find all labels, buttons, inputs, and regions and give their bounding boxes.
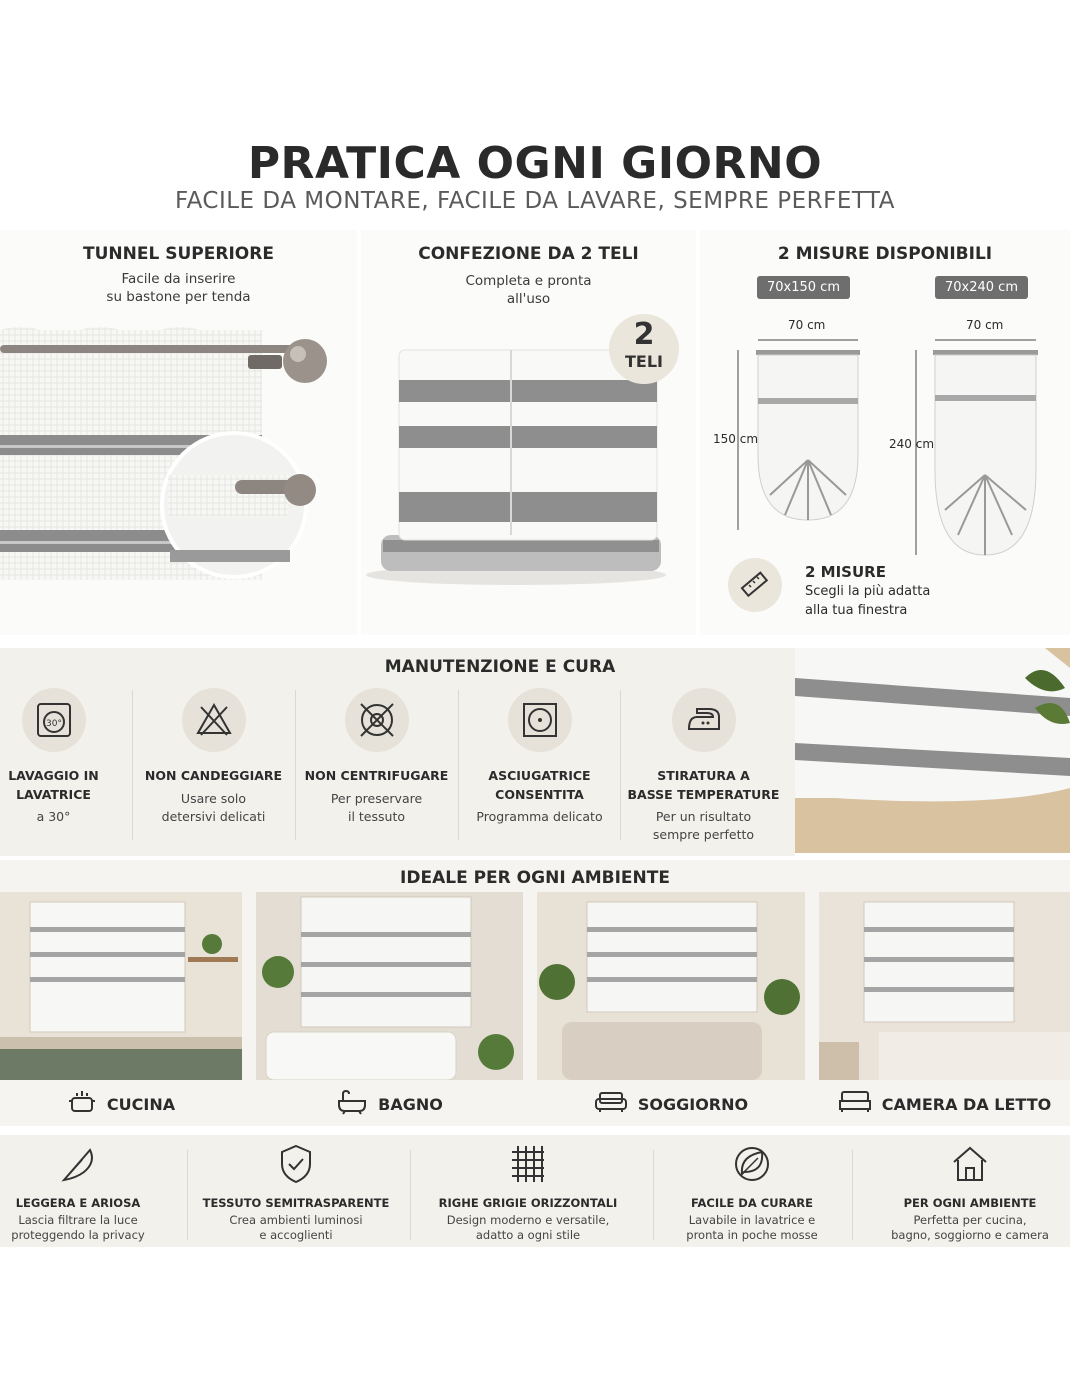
care-item-dryer (458, 688, 621, 848)
height-label-small: 150 cm (713, 432, 759, 446)
feature-every-room-head: PER OGNI AMBIENTE (903, 1196, 1037, 1210)
feature-light-line1: Lascia filtrare la luce (18, 1213, 138, 1227)
feature-stripes-head: RIGHE GRIGIE ORIZZONTALI (438, 1196, 618, 1210)
care-item-iron (622, 688, 785, 848)
care-wash-head1: LAVAGGIO IN (8, 768, 99, 783)
sizes-note-line2: alla tua finestra (805, 603, 908, 618)
panel-sizes (700, 230, 1070, 635)
shield-check-icon (196, 1142, 396, 1190)
feature-semitransparent-head: TESSUTO SEMITRASPARENTE (202, 1196, 390, 1210)
care-wash-text1: a 30° (36, 809, 71, 824)
feature-easy-care-head: FACILE DA CURARE (690, 1196, 814, 1210)
feature-easy-care-line2: pronta in poche mosse (686, 1228, 818, 1242)
feature-easy-care-line1: Lavabile in lavatrice e (688, 1213, 816, 1227)
room-label-bedroom (819, 1090, 1070, 1118)
room-label-bathroom (256, 1090, 523, 1118)
care-item-bleach (132, 688, 295, 848)
feature-light (0, 1142, 156, 1242)
panel-pack (361, 230, 696, 635)
feature-light-head: LEGGERA E ARIOSA (15, 1196, 141, 1210)
care-dryer-text1: Programma delicato (476, 809, 603, 824)
room-label-living-text: SOGGIORNO (637, 1094, 749, 1114)
no-spin-icon (345, 688, 409, 752)
care-iron-text2: sempre perfetto (652, 827, 755, 842)
wash-temp-label: 30° (45, 719, 62, 729)
care-divider (620, 690, 621, 840)
care-bleach-text2: detersivi delicati (161, 809, 266, 824)
fabric-closeup-photo (795, 648, 1070, 853)
leaf-icon (662, 1142, 842, 1190)
pot-icon (67, 1089, 97, 1119)
tumble-dryer-icon (508, 688, 572, 752)
panel-tunnel (0, 230, 357, 635)
width-label-small: 70 cm (788, 318, 826, 332)
height-label-large: 240 cm (889, 437, 935, 451)
care-item-wash (0, 688, 135, 848)
care-bleach-text1: Usare solo (180, 791, 247, 806)
room-label-bedroom-text: CAMERA DA LETTO (881, 1094, 1052, 1114)
feature-divider (410, 1150, 411, 1240)
size-badge-large: 70x240 cm (935, 276, 1028, 299)
feature-semitransparent-line1: Crea ambienti luminosi (229, 1213, 363, 1227)
care-spin-text1: Per preservare (330, 791, 423, 806)
width-label-large: 70 cm (966, 318, 1004, 332)
grid-icon (418, 1142, 638, 1190)
panel-pack-title: CONFEZIONE DA 2 TELI (418, 244, 639, 264)
feature-stripes-line2: adatto a ogni stile (475, 1228, 581, 1242)
sofa-icon (594, 1090, 628, 1118)
kitchen-photo (0, 892, 242, 1080)
feature-semitransparent-line2: e accoglienti (259, 1228, 333, 1242)
feather-icon (0, 1142, 156, 1190)
feature-stripes-line1: Design moderno e versatile, (446, 1213, 610, 1227)
home-icon (870, 1142, 1070, 1190)
living-room-photo (537, 892, 805, 1080)
room-label-kitchen-text: CUCINA (106, 1094, 176, 1114)
room-label-living (537, 1090, 805, 1118)
panel-pack-line1: Completa e pronta (465, 273, 592, 289)
bed-icon (838, 1090, 872, 1118)
care-spin-head1: NON CENTRIFUGARE (304, 768, 449, 783)
pack-badge-word: TELI (625, 352, 663, 371)
washing-machine-30-icon (22, 688, 86, 752)
room-label-bathroom-text: BAGNO (378, 1094, 443, 1114)
sizes-note-line1: Scegli la più adatta (805, 584, 931, 599)
ruler-icon (728, 558, 782, 612)
care-spin-text2: il tessuto (347, 809, 405, 824)
feature-divider (653, 1150, 654, 1240)
curtain-rod-photo (0, 230, 357, 635)
care-dryer-head2: CONSENTITA (495, 787, 584, 802)
pack-badge-number: 2 (633, 317, 655, 352)
care-item-spin (295, 688, 458, 848)
iron-low-icon (672, 688, 736, 752)
folded-curtains-photo (361, 230, 696, 635)
no-bleach-icon (182, 688, 246, 752)
feature-light-line2: proteggendo la privacy (11, 1228, 145, 1242)
panel-sizes-title: 2 MISURE DISPONIBILI (777, 244, 993, 264)
feature-stripes (418, 1142, 638, 1242)
room-label-kitchen (0, 1090, 242, 1118)
page-subtitle: FACILE DA MONTARE, FACILE DA LAVARE, SEMPRE PERFETTA (174, 188, 896, 214)
page-title: PRATICA OGNI GIORNO (247, 138, 823, 189)
panel-tunnel-line1: Facile da inserire (121, 271, 236, 287)
size-badge-small: 70x150 cm (757, 276, 850, 299)
feature-every-room-line2: bagno, soggiorno e camera (891, 1228, 1049, 1242)
bathtub-icon (336, 1089, 368, 1119)
feature-divider (187, 1150, 188, 1240)
bathroom-photo (256, 892, 523, 1080)
care-title: MANUTENZIONE E CURA (384, 657, 616, 677)
feature-easy-care (662, 1142, 842, 1242)
care-iron-text1: Per un risultato (655, 809, 752, 824)
feature-every-room (870, 1142, 1070, 1242)
care-wash-head2: LAVATRICE (16, 787, 91, 802)
care-iron-head1: STIRATURA A (657, 768, 750, 783)
panel-pack-line2: all'uso (506, 291, 551, 307)
care-bleach-head1: NON CANDEGGIARE (144, 768, 283, 783)
feature-divider (852, 1150, 853, 1240)
bedroom-photo (819, 892, 1070, 1080)
pack-badge (609, 314, 679, 384)
panel-tunnel-title: TUNNEL SUPERIORE (83, 244, 274, 264)
care-iron-head2: BASSE TEMPERATURE (627, 787, 780, 802)
panel-tunnel-line2: su bastone per tenda (106, 289, 251, 305)
care-dryer-head1: ASCIUGATRICE (488, 768, 591, 783)
feature-semitransparent (196, 1142, 396, 1242)
feature-every-room-line1: Perfetta per cucina, (913, 1213, 1027, 1227)
rooms-title: IDEALE PER OGNI AMBIENTE (400, 868, 670, 888)
sizes-note-title: 2 MISURE (805, 563, 886, 581)
